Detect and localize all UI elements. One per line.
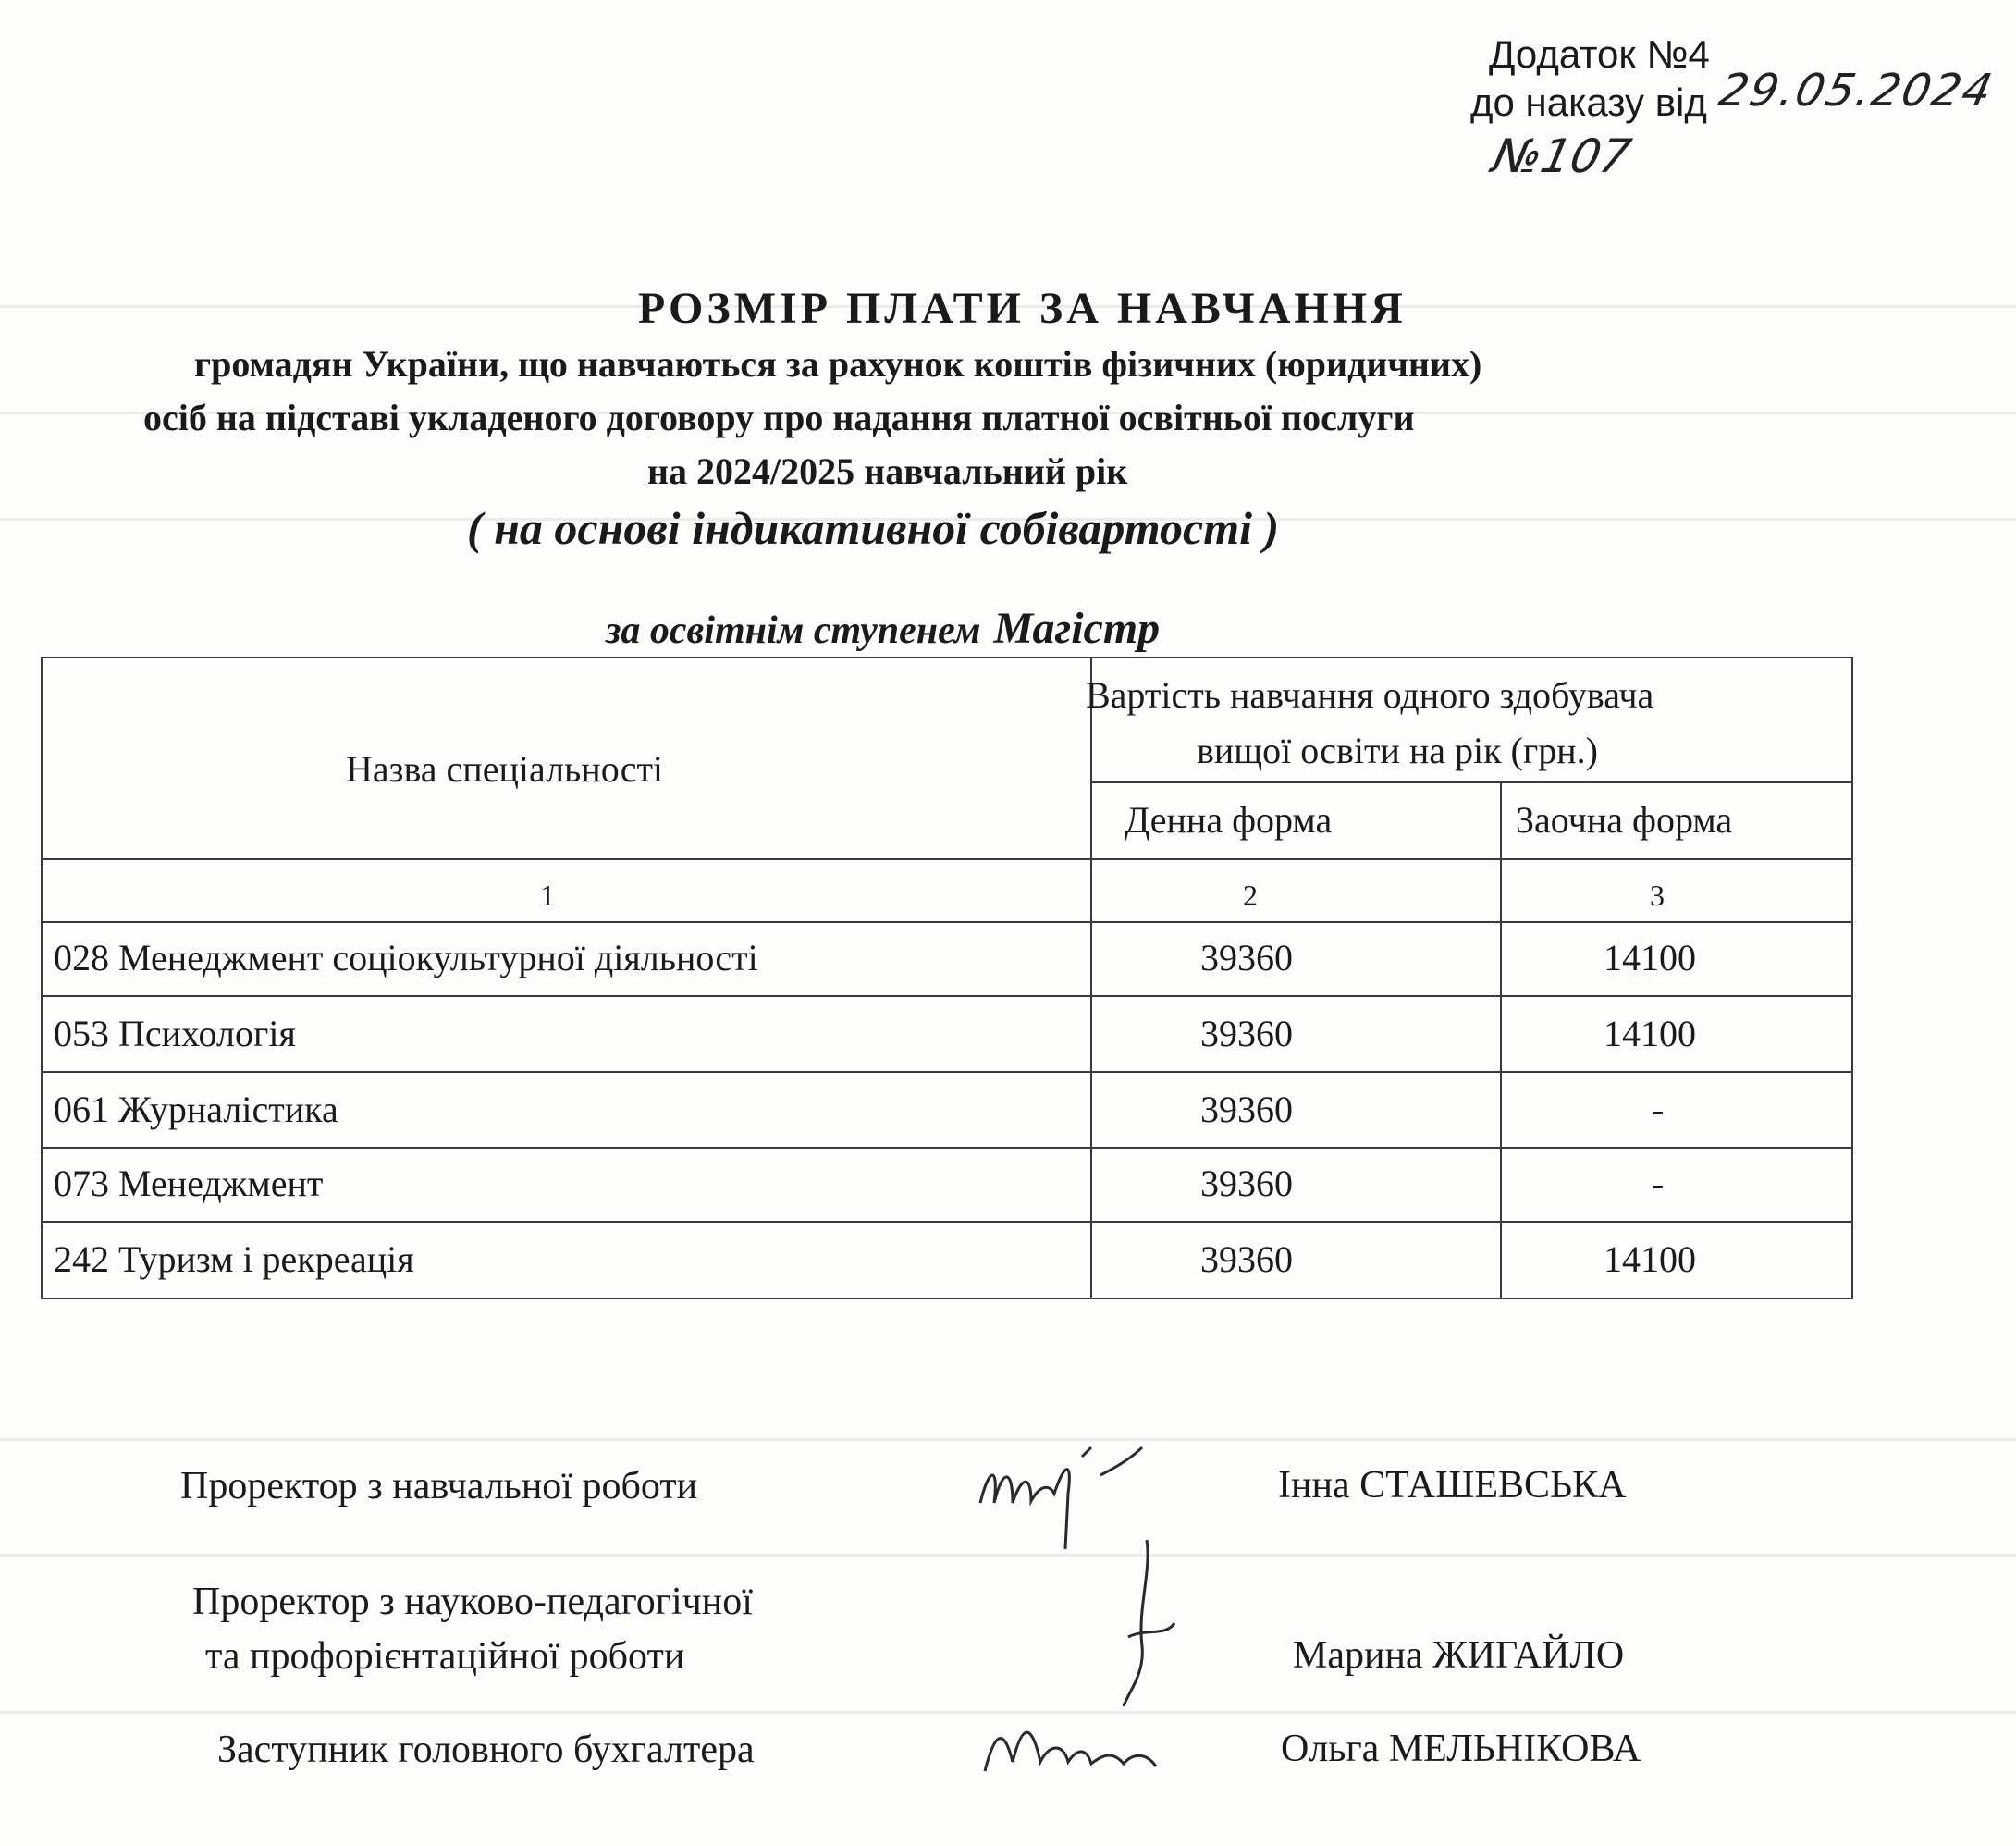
header-full-time: Денна форма <box>1125 799 1333 841</box>
signature-mark <box>1110 1535 1184 1711</box>
table-border <box>41 657 43 1299</box>
title-subline-2: осіб на підставі укладеного договору про надання платної освітньої послуги <box>143 397 1415 438</box>
document-title: РОЗМІР ПЛАТИ ЗА НАВЧАННЯ <box>638 284 1407 333</box>
table-row-name: 242 Туризм і рекреація <box>54 1238 414 1280</box>
table-row-extramural: 14100 <box>1604 937 1696 978</box>
header-cost-line1: Вартість навчання одного здобувача <box>1086 674 1654 716</box>
table-row-name: 053 Психологія <box>54 1013 296 1054</box>
signature-mark <box>976 1706 1198 1790</box>
table-row-extramural: 14100 <box>1604 1013 1696 1054</box>
table-row-extramural: 14100 <box>1604 1238 1696 1280</box>
table-border <box>41 1221 1853 1223</box>
handwritten-date: 29.05.2024 <box>1715 65 1998 117</box>
table-row-extramural: - <box>1652 1089 1665 1130</box>
table-border <box>41 1071 1853 1073</box>
table-row-full-time: 39360 <box>1200 1089 1293 1130</box>
signatory-position: Проректор з науково-педагогічної <box>192 1581 753 1623</box>
header-specialty: Назва спеціальності <box>346 748 664 790</box>
table-row-name: 028 Менеджмент соціокультурної діяльності <box>54 937 758 978</box>
annex-order-label: до наказу від <box>1470 80 1707 124</box>
table-border <box>41 657 1853 658</box>
table-row-extramural: - <box>1652 1163 1665 1204</box>
signatory-position: Заступник головного бухгалтера <box>217 1729 755 1771</box>
table-border <box>1500 781 1502 1299</box>
signatory-name: Марина ЖИГАЙЛО <box>1293 1634 1625 1677</box>
column-index: 1 <box>540 879 555 912</box>
header-extramural: Заочна форма <box>1516 799 1733 841</box>
table-row-full-time: 39360 <box>1200 1013 1293 1054</box>
table-border <box>41 858 1853 860</box>
table-border <box>41 995 1853 997</box>
signatory-position: Проректор з навчальної роботи <box>180 1465 698 1508</box>
table-border <box>41 1298 1853 1299</box>
title-academic-year: на 2024/2025 навчальний рік <box>647 450 1128 492</box>
column-index: 2 <box>1243 879 1258 912</box>
handwritten-order-number: №107 <box>1487 129 1636 183</box>
table-border <box>1090 657 1092 1299</box>
table-row-full-time: 39360 <box>1200 1238 1293 1280</box>
table-border <box>41 1147 1853 1149</box>
title-basis: ( на основі індикативної собівартості ) <box>467 502 1280 554</box>
table-row-full-time: 39360 <box>1200 937 1293 978</box>
table-border <box>41 921 1853 923</box>
degree-value: Магістр <box>993 604 1161 653</box>
table-row-full-time: 39360 <box>1200 1163 1293 1204</box>
table-border <box>1851 657 1853 1299</box>
signatory-position: та профорієнтаційної роботи <box>205 1635 685 1678</box>
signatory-name: Ольга МЕЛЬНІКОВА <box>1281 1728 1641 1770</box>
column-index: 3 <box>1650 879 1665 912</box>
degree-label: за освітнім ступенем <box>606 609 981 652</box>
table-row-name: 073 Менеджмент <box>54 1163 324 1204</box>
title-subline-1: громадян України, що навчаються за рахунок коштів фізичних (юридичних) <box>194 343 1482 385</box>
annex-number: Додаток №4 <box>1489 32 1710 76</box>
signatory-name: Інна СТАШЕВСЬКА <box>1278 1464 1627 1507</box>
header-cost-line2: вищої освіти на рік (грн.) <box>1197 730 1599 771</box>
tuition-table <box>41 657 1853 1299</box>
table-border <box>1090 781 1853 783</box>
table-row-name: 061 Журналістика <box>54 1089 338 1130</box>
degree-line <box>606 603 1160 654</box>
